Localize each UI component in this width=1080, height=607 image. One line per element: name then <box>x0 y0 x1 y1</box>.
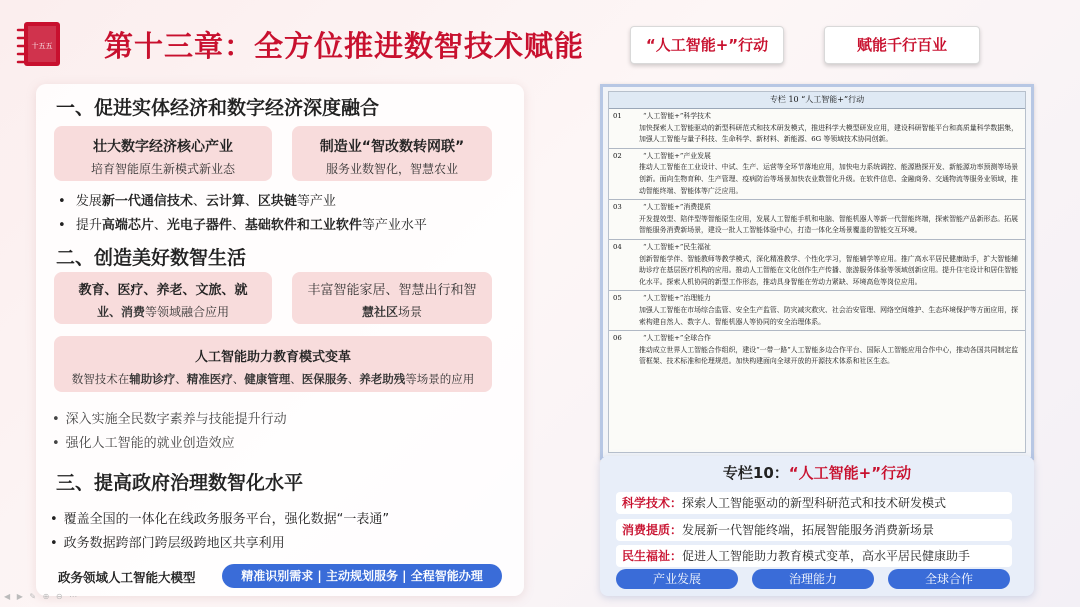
gov-ai-capabilities-pill: 精准识别需求 | 主动规划服务 | 全程智能办理 <box>222 564 502 588</box>
document-section <box>609 109 1025 149</box>
section-title: “人工智能+”消费提质 <box>643 203 711 212</box>
tag-ai-plus[interactable]: “人工智能+”行动 <box>630 26 784 64</box>
section-number: 06 <box>613 334 622 343</box>
section-title: “人工智能+”治理能力 <box>643 294 711 303</box>
governance-capability-button[interactable]: 治理能力 <box>752 569 874 589</box>
bullet-gov-data-sharing: • 政务数据跨部门跨层级跨地区共享利用 <box>50 532 285 551</box>
section-3-heading: 三、提高政府治理数智化水平 <box>56 472 304 494</box>
summary-title: 专栏10：“人工智能+”行动 <box>722 464 912 482</box>
bullet-ai-employment: • 强化人工智能的就业创造效应 <box>52 432 235 451</box>
section-body: 加强人工智能在市场综合监管、安全生产监管、防灾减灾救灾、社会治安管理、网络空间维护、生态环境保护等方面应用，探索构建自然人、数字人、智能机器人等协同的安全治理体系。 <box>639 305 1018 326</box>
page-title: 第十三章：全方位推进数智技术赋能 <box>104 29 585 63</box>
card-ai-education: 人工智能助力教育模式变革 数智技术在辅助诊疗、精准医疗、健康管理、医保服务、养老助残等场景的应用 <box>54 336 492 392</box>
card-manufacturing <box>292 126 492 181</box>
section-1-heading: 一、促进实体经济和数字经济深度融合 <box>56 97 380 119</box>
document-section <box>609 291 1025 331</box>
summary-row-consumption: 消费提质：发展新一代智能终端，拓展智能服务消费新场景 <box>616 519 1012 541</box>
section-number: 03 <box>613 203 622 212</box>
document-table <box>608 91 1026 453</box>
section-title: “人工智能+”民生福祉 <box>643 242 711 251</box>
section-number: 02 <box>613 151 622 160</box>
card-digital-core-industry <box>54 126 272 181</box>
document-section <box>609 200 1025 240</box>
section-body: 创新智能学伴、智能教师等教学模式，深化精准教学、个性化学习，智能辅学等应用。推广高水平居民健康助手，扩大智能辅助诊疗在基层医疗机构的应用。推动人工智能在文化创作生产传播、旅游服务体验等领域创新应用。提升住宅设计和居住智能化水平。探索人机协同的新型工作形态，推动具身智能在劳动力紧缺、环境高危等岗位应用。 <box>639 254 1018 286</box>
section-title: “人工智能+”全球合作 <box>643 334 711 343</box>
card-subtitle: 服务业数智化，智慧农业 <box>325 162 458 176</box>
section-number: 01 <box>613 112 622 120</box>
gov-ai-model-label: 政务领域人工智能大模型 <box>58 570 196 585</box>
card-subtitle: 培育智能原生新模式新业态 <box>90 162 235 176</box>
card-title: 制造业“智改数转网联” <box>319 139 465 155</box>
section-2-heading: 二、创造美好数智生活 <box>56 247 247 269</box>
document-image-frame <box>600 84 1034 460</box>
section-body: 推动人工智能在工业设计、中试、生产、运营等全环节落地应用，加快电力系统调控、能源勘探开发、新能源功率预测等场景创新。面向生物育种、生产管理、疫病防治等场景加快农业数智化升级。在软件信息、金融商务、交通物流等服务业领域，推动智能终端、智能体等广泛应用。 <box>639 163 1018 195</box>
logo-text: 十五五 <box>31 42 53 50</box>
section-body: 推动成立世界人工智能合作组织，建设“一带一路”人工智能多边合作平台、国际人工智能应用合作中心，推动各国共同制定监管框架、技术标准和伦理规范。加快构建面向全球开放的开源技术体系和社区生态。 <box>639 345 1019 366</box>
card-life-domains: 教育、医疗、养老、文旅、就 业、消费等领域融合应用 <box>54 272 272 324</box>
document-section <box>609 331 1025 370</box>
card-smart-home: 丰富智能家居、智慧出行和智 慧社区场景 <box>292 272 492 324</box>
summary-row-science: 科学技术：探索人工智能驱动的新型科研范式和技术研发模式 <box>616 492 1012 514</box>
tag-empower-industries[interactable]: 赋能千行百业 <box>824 26 980 64</box>
section-title: “人工智能+”产业发展 <box>643 151 711 160</box>
section-title: “人工智能+”科学技术 <box>643 112 711 120</box>
document-header: 专栏 10 “人工智能+”行动 <box>609 92 1025 109</box>
bullet-develop-industries: • 发展新一代通信技术、云计算、区块链等产业 <box>58 190 336 209</box>
book-logo-icon <box>16 18 74 72</box>
document-section <box>609 240 1025 291</box>
bullet-gov-platform: • 覆盖全国的一体化在线政务服务平台，强化数据“一表通” <box>50 508 389 527</box>
global-cooperation-button[interactable]: 全球合作 <box>888 569 1010 589</box>
section-number: 05 <box>613 294 622 303</box>
section-body: 开发提效型、陪伴型等智能原生应用，发展人工智能手机和电脑、智能机器人等新一代智能终端，探索智能产品新形态。拓展智能服务消费新场景，建设一批人工智能体验中心，打造一体化全场景覆盖的智能交互环境。 <box>639 214 1018 235</box>
bullet-digital-literacy: • 深入实施全民数字素养与技能提升行动 <box>52 408 287 427</box>
card-title: 壮大数字经济核心产业 <box>93 139 233 155</box>
bullet-upgrade-industries: • 提升高端芯片、光电子器件、基础软件和工业软件等产业水平 <box>58 214 427 233</box>
industry-development-button[interactable]: 产业发展 <box>616 569 738 589</box>
document-section <box>609 149 1025 200</box>
slideshow-controls[interactable]: ◀ ▶ ✎ ⊕ ⊖ ⋯ <box>4 592 80 601</box>
section-body: 加快探索人工智能驱动的新型科研范式和技术研发模式，推进科学大模型研发应用，建设科研智能平台和高质量科学数据集，加强人工智能与量子科技、生命科学、新材料、新能源、6G 等领域技术协同创新。 <box>639 123 1018 144</box>
summary-row-wellbeing: 民生福祉：促进人工智能助力教育模式变革，高水平居民健康助手 <box>616 545 1012 567</box>
section-number: 04 <box>613 242 622 251</box>
